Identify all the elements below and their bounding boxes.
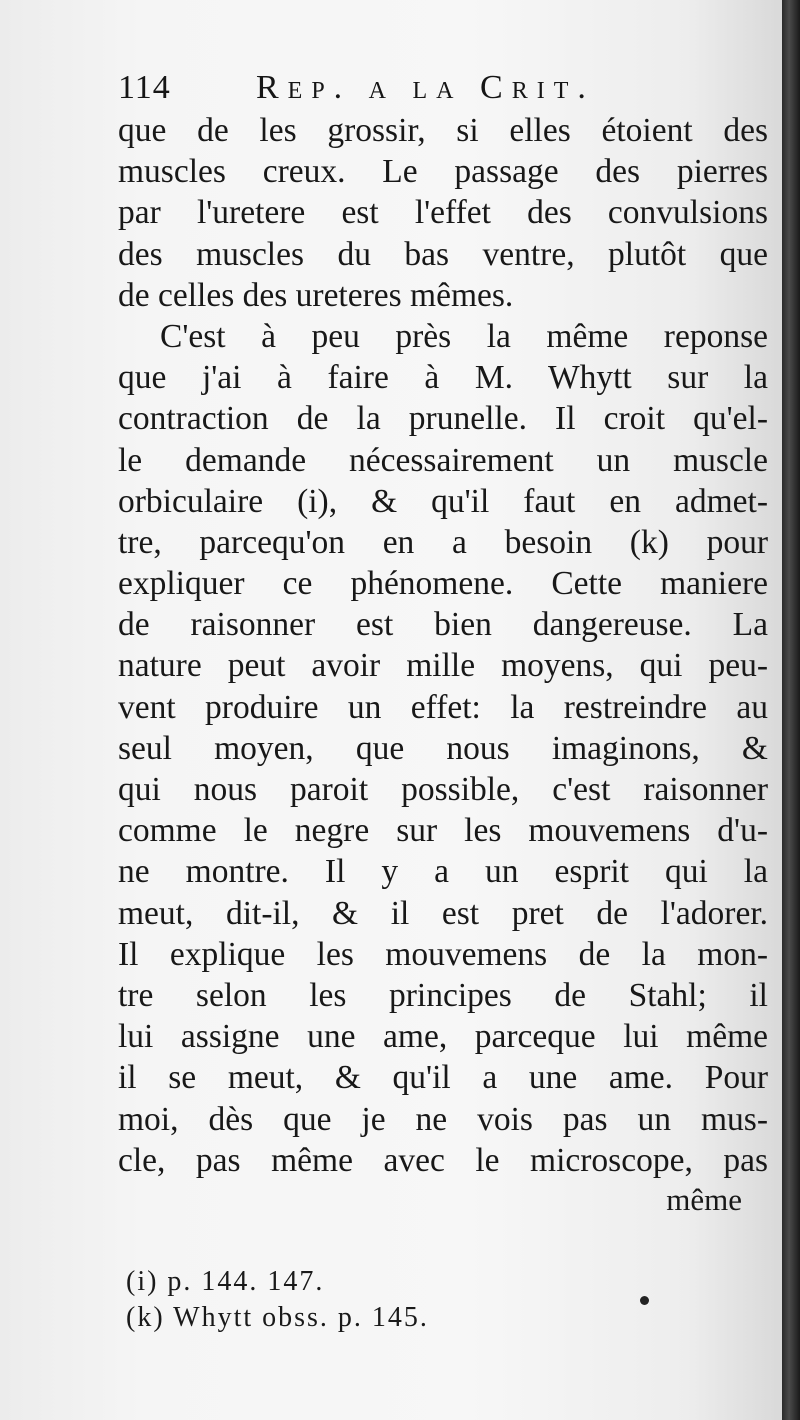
catchword: même bbox=[666, 1182, 742, 1217]
text-line: le demande nécessairement un muscle bbox=[118, 441, 768, 479]
footnote-k: (k) Whytt obss. p. 145. bbox=[126, 1302, 429, 1333]
ink-spot bbox=[640, 1296, 649, 1305]
text-line: comme le negre sur les mouvemens d'u- bbox=[118, 812, 768, 850]
page-edge-shadow bbox=[782, 0, 800, 1420]
footnotes bbox=[126, 1264, 686, 1336]
body-text bbox=[118, 110, 768, 1181]
footnote-i: (i) p. 144. 147. bbox=[126, 1266, 325, 1297]
text-line: cle, pas même avec le microscope, pas bbox=[118, 1141, 768, 1179]
text-line: qui nous paroit possible, c'est raisonner bbox=[118, 771, 768, 808]
text-line: des muscles du bas ventre, plutôt que bbox=[118, 235, 768, 273]
text-line: par l'uretere est l'effet des convulsions bbox=[118, 194, 768, 232]
paragraph-start-line: C'est à peu près la même reponse bbox=[160, 317, 768, 355]
text-line: lui assigne une ame, parceque lui même bbox=[118, 1018, 768, 1056]
text-line: de raisonner est bien dangereuse. La bbox=[118, 606, 768, 644]
text-line: contraction de la prunelle. Il croit qu'el- bbox=[118, 400, 768, 438]
text-line: seul moyen, que nous imaginons, & bbox=[118, 729, 768, 767]
text-line: de celles des ureteres mêmes. bbox=[118, 276, 514, 314]
running-title: Rep. a la Crit. bbox=[256, 69, 595, 106]
text-line: tre, parcequ'on en a besoin (k) pour bbox=[118, 523, 768, 561]
text-line: que de les grossir, si elles étoient des bbox=[118, 112, 768, 149]
text-line: expliquer ce phénomene. Cette maniere bbox=[118, 565, 768, 603]
page-number: 114 bbox=[118, 69, 171, 106]
text-line: meut, dit-il, & il est pret de l'adorer. bbox=[118, 894, 768, 932]
text-line: orbiculaire (i), & qu'il faut en admet- bbox=[118, 482, 768, 520]
text-line: il se meut, & qu'il a une ame. Pour bbox=[118, 1059, 768, 1097]
running-head bbox=[118, 64, 718, 112]
text-line: ne montre. Il y a un esprit qui la bbox=[118, 853, 768, 891]
text-line: muscles creux. Le passage des pierres bbox=[118, 153, 768, 191]
text-line: vent produire un effet: la restreindre au bbox=[118, 688, 768, 726]
text-line: que j'ai à faire à M. Whytt sur la bbox=[118, 359, 768, 397]
text-line: moi, dès que je ne vois pas un mus- bbox=[118, 1100, 768, 1138]
text-line: nature peut avoir mille moyens, qui peu- bbox=[118, 647, 768, 685]
text-line: tre selon les principes de Stahl; il bbox=[118, 976, 768, 1014]
text-line: Il explique les mouvemens de la mon- bbox=[118, 935, 768, 973]
